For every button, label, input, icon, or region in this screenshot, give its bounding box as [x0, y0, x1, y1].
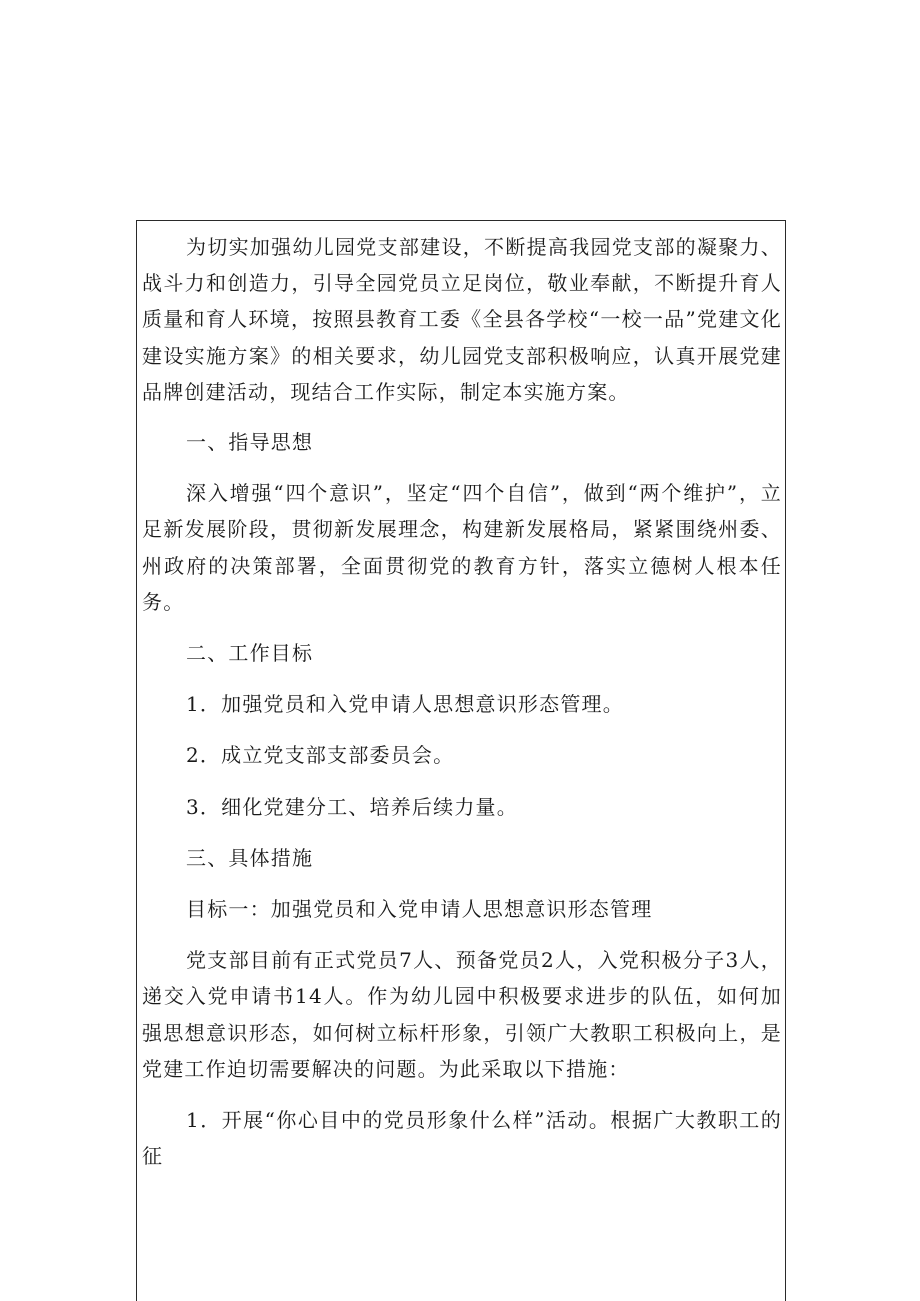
section-heading-measures: 三、具体措施 [186, 845, 314, 870]
goal-item: 3．细化党建分工、培养后续力量。 [186, 794, 518, 819]
target-one-paragraph: 党支部目前有正式党员7人、预备党员2人，入党积极分子3人，递交入党申请书14人。作为幼儿园中积极要求进步的队伍，如何加强思想意识形态，如何树立标杆形象，引领广大教职工积极向上，是党建工作迫切需要解决的问题。为此采取以下措施： [142, 948, 782, 1081]
measure-item: 1．开展“你心目中的党员形象什么样”活动。根据广大教职工的征 [142, 1108, 782, 1169]
goal-item: 2．成立党支部支部委员会。 [186, 743, 455, 768]
section-heading-guiding-ideology: 一、指导思想 [186, 430, 314, 455]
guiding-ideology-paragraph: 深入增强“四个意识”，坚定“四个自信”，做到“两个维护”，立足新发展阶段，贯彻新发展理念，构建新发展格局，紧紧围绕州委、州政府的决策部署，全面贯彻党的教育方针，落实立德树人根本任务。 [142, 481, 782, 614]
document-content [142, 229, 782, 1174]
goal-item: 1．加强党员和入党申请人思想意识形态管理。 [186, 692, 624, 717]
section-heading-work-goals: 二、工作目标 [186, 641, 314, 666]
intro-paragraph: 为切实加强幼儿园党支部建设，不断提高我园党支部的凝聚力、战斗力和创造力，引导全园党员立足岗位，敬业奉献，不断提升育人质量和育人环境，按照县教育工委《全县各学校“一校一品”党建文化建设实施方案》的相关要求，幼儿园党支部积极响应，认真开展党建品牌创建活动，现结合工作实际，制定本实施方案。 [142, 235, 782, 404]
target-one-heading: 目标一：加强党员和入党申请人思想意识形态管理 [186, 897, 653, 922]
